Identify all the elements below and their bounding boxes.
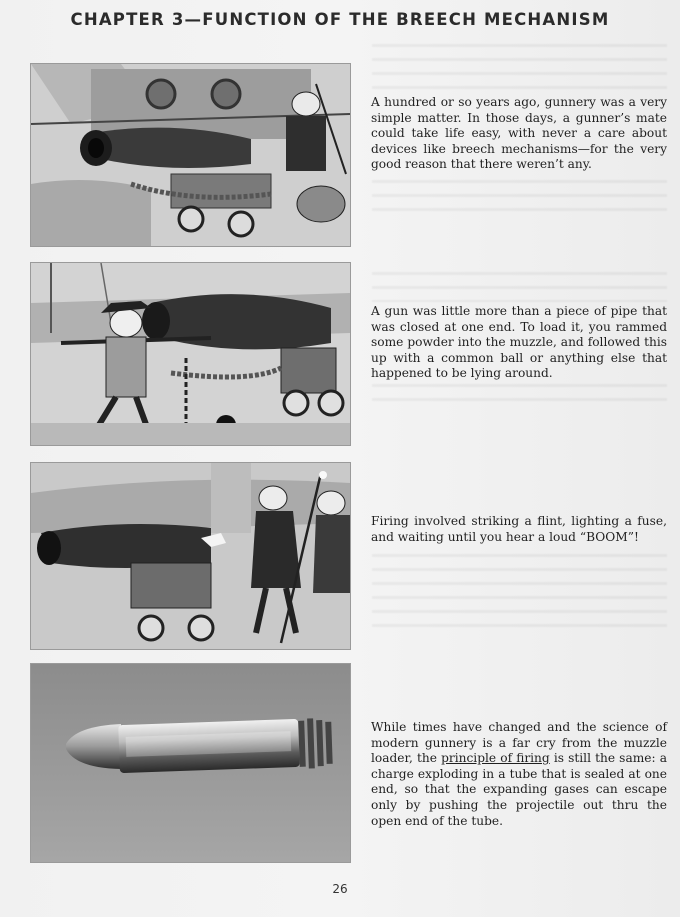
- illustration-panel-ramming: [30, 262, 351, 446]
- section-text-2: A gun was little more than a piece of pipe that was closed at one end. To load it, you rammed some powder into the muzzle, and followed this up with a common ball or anything else that happened to be lying around.: [371, 304, 667, 381]
- projectile-photo: [31, 664, 350, 862]
- section-text-4-before: While times have changed and the science of modern gunnery is a far cry from the muzzle loader, the: [371, 720, 667, 766]
- bleed-through-texture: [372, 180, 667, 220]
- illustration-panel-ship-deck: [30, 63, 351, 247]
- section-text-4-after: is still the same: a charge exploding in a tube that is sealed at one end, so that the expanding gases can escape only by pushing the projectile out thru the open end of the tube.: [371, 751, 667, 828]
- ship-deck-cannon-illustration: [31, 64, 350, 246]
- illustration-panel-projectile: [30, 663, 351, 863]
- bleed-through-texture: [372, 554, 667, 632]
- ramming-cannon-illustration: [31, 263, 350, 445]
- section-text-3: Firing involved striking a flint, lighting a fuse, and waiting until you hear a loud “BOOM”!: [371, 514, 667, 544]
- chapter-title: CHAPTER 3—FUNCTION OF THE BREECH MECHANISM: [70, 10, 610, 29]
- illustration-panel-firing: [30, 462, 351, 650]
- bleed-through-texture: [372, 272, 667, 302]
- firing-cannon-illustration: [31, 463, 350, 649]
- principle-of-firing-term: principle of firing: [441, 751, 550, 766]
- section-text-1: A hundred or so years ago, gunnery was a very simple matter. In those days, a gunner’s mate could take life easy, with never a care about devices like breech mechanisms—for the very good reason that there weren’t any.: [371, 95, 667, 172]
- page-number: 26: [332, 882, 348, 896]
- bleed-through-texture: [372, 384, 667, 408]
- section-text-4: [371, 720, 667, 829]
- bleed-through-texture: [372, 44, 667, 94]
